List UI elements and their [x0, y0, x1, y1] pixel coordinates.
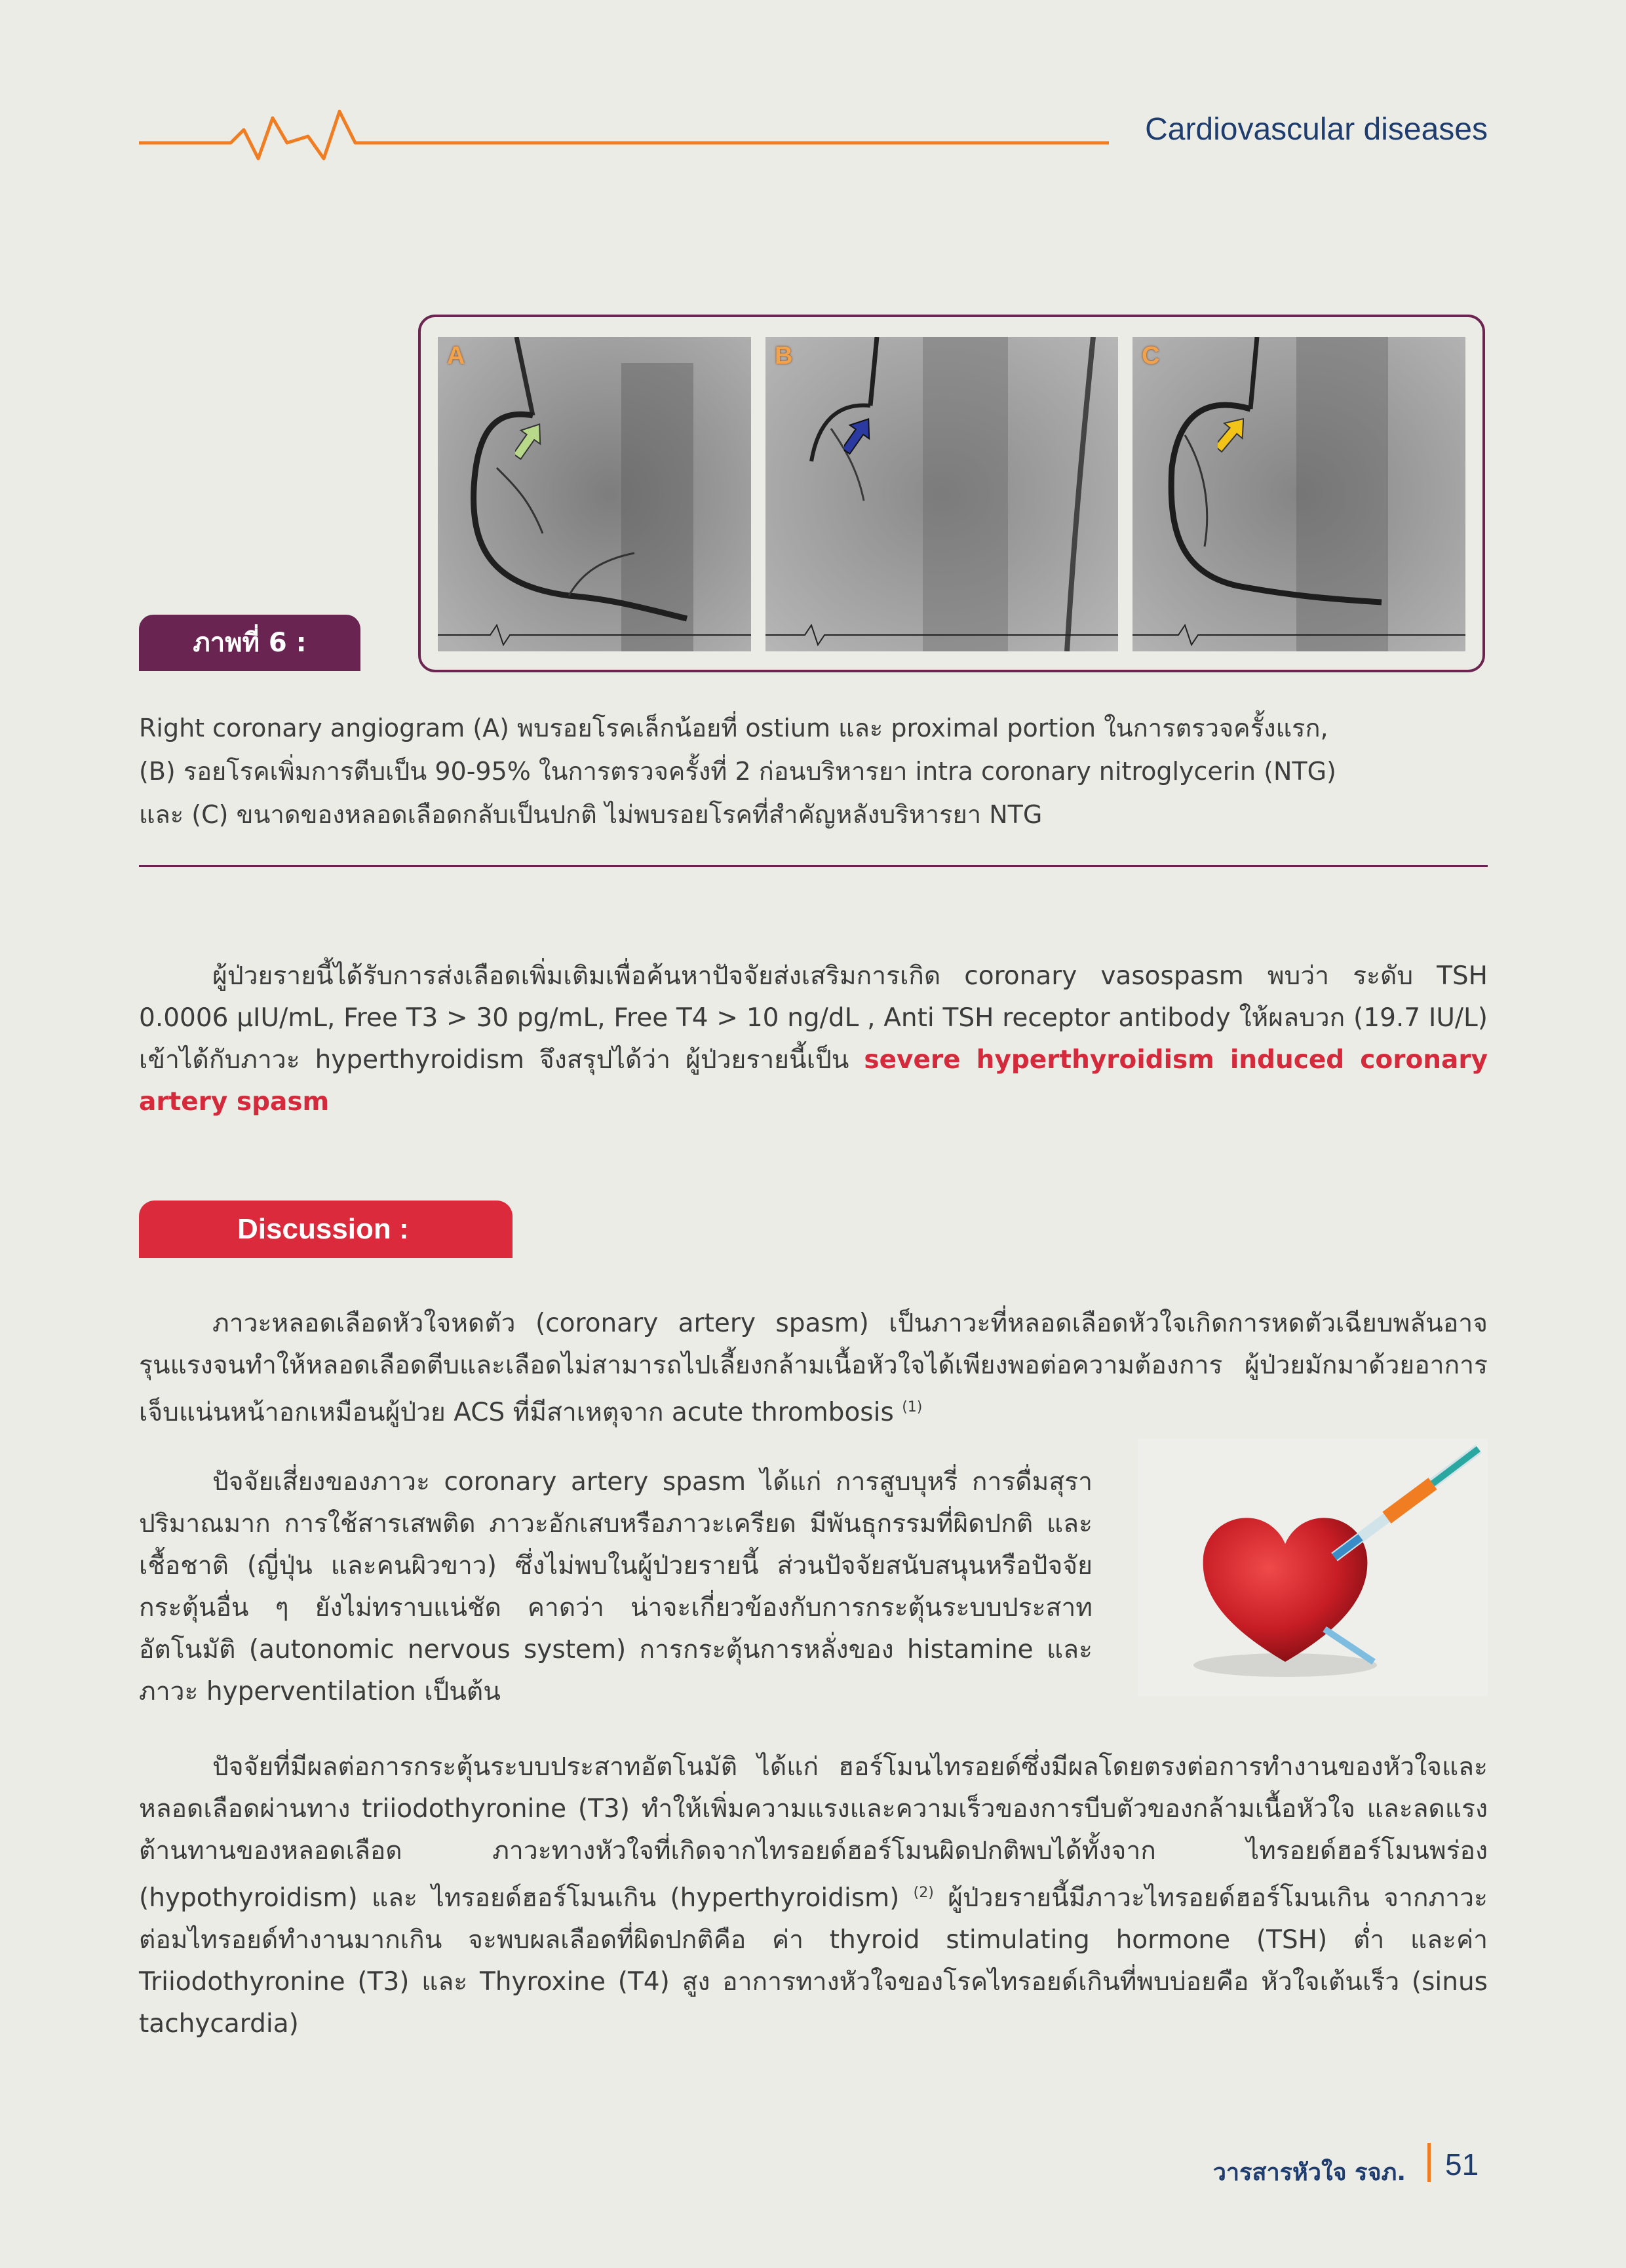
- figure-caption: [139, 706, 1488, 836]
- discussion-paragraph-1: [139, 1303, 1488, 1434]
- figure-label: ภาพที่ 6 :: [139, 615, 360, 671]
- caption-line: และ (C) ขนาดของหลอดเลือดกลับเป็นปกติ ไม่พบรอยโรคที่สำคัญหลังบริหารยา NTG: [139, 800, 1043, 829]
- case-conclusion: severe hyperthyroidism induced coronary artery spasm: [139, 1045, 1488, 1117]
- angiogram-panel-a: [438, 337, 751, 651]
- page-number: 51: [1445, 2147, 1479, 2182]
- paragraph-text: ผู้ป่วยรายนี้มีภาวะไทรอยด์ฮอร์โมนเกิน จากภาวะต่อมไทรอยด์ทำงานมากเกิน จะพบผลเลือดที่ผิดปกติคือ ค่า thyroid stimulating hormone (TSH) ต่ำ และค่า Triiodothyronine (T3) และ Thyroxine (T4) สูง อาการทางหัวใจของโรคไทรอยด์เกินที่พบบ่อยคือ หัวใจเต้นเร็ว (sinus tachycardia): [139, 1883, 1488, 2039]
- angiogram-panel-b: [765, 337, 1118, 651]
- reference-marker: (1): [902, 1399, 923, 1415]
- reference-marker: (2): [913, 1885, 934, 1901]
- panel-letter-b: B: [775, 342, 793, 370]
- paragraph-text: ปัจจัยที่มีผลต่อการกระตุ้นระบบประสาทอัตโนมัติ ได้แก่ ฮอร์โมนไทรอยด์ซึ่งมีผลโดยตรงต่อการทำงานของหัวใจและหลอดเลือดผ่านทาง triiodothyronine (T3) ทำให้เพิ่มความแรงและความเร็วของการบีบตัวของกล้ามเนื้อหัวใจ และลดแรงต้านทานของหลอดเลือด ภาวะทางหัวใจที่เกิดจากไทรอยด์ฮอร์โมนผิดปกติพบได้ทั้งจาก ไทรอยด์ฮอร์โมนพร่อง (hypothyroidism) และ ไทรอยด์ฮอร์โมนเกิน (hyperthyroidism): [139, 1752, 1488, 1913]
- arrow-icon: [844, 415, 870, 455]
- heart-syringe-image: [1138, 1439, 1488, 1696]
- divider: [139, 865, 1488, 867]
- figure-frame: [418, 315, 1485, 672]
- arrow-icon: [515, 421, 541, 460]
- discussion-paragraph-3: [139, 1746, 1488, 2045]
- arrow-icon: [1218, 414, 1244, 453]
- angiogram-panel-c: [1132, 337, 1465, 651]
- caption-line: Right coronary angiogram (A) พบรอยโรคเล็กน้อยที่ ostium และ proximal portion ในการตรวจครั้งแรก,: [139, 714, 1328, 742]
- paragraph-text: ปัจจัยเสี่ยงของภาวะ coronary artery spasm ได้แก่ การสูบบุหรี่ การดื่มสุราปริมาณมาก การใช้สารเสพติด ภาวะอักเสบหรือภาวะเครียด มีพันธุกรรมที่ผิดปกติ และเชื้อชาติ (ญี่ปุ่น และคนผิวขาว) ซึ่งไม่พบในผู้ป่วยรายนี้ ส่วนปัจจัยสนับสนุนหรือปัจจัยกระตุ้นอื่น ๆ ยังไม่ทราบแน่ชัด คาดว่า น่าจะเกี่ยวข้องกับการกระตุ้นระบบประสาทอัตโนมัติ (autonomic nervous system) การกระตุ้นการหลั่งของ histamine และภาวะ hyperventilation เป็นต้น: [139, 1467, 1093, 1706]
- discussion-paragraph-2: [139, 1461, 1093, 1713]
- panel-letter-a: A: [447, 342, 465, 370]
- case-paragraph: [139, 955, 1488, 1123]
- journal-name: วารสารหัวใจ รจภ.: [1212, 2159, 1406, 2186]
- paragraph-text: ภาวะหลอดเลือดหัวใจหดตัว (coronary artery spasm) เป็นภาวะที่หลอดเลือดหัวใจเกิดการหดตัวเฉียบพลันอาจรุนแรงจนทำให้หลอดเลือดตีบและเลือดไม่สามารถไปเลี้ยงกล้ามเนื้อหัวใจได้เพียงพอต่อความต้องการ ผู้ป่วยมักมาด้วยอาการเจ็บแน่นหน้าอกเหมือนผู้ป่วย ACS ที่มีสาเหตุจาก acute thrombosis: [139, 1309, 1488, 1427]
- discussion-heading: [139, 1201, 513, 1258]
- discussion-heading-label: Discussion :: [237, 1213, 409, 1245]
- panel-letter-c: C: [1142, 342, 1160, 370]
- caption-line: (B) รอยโรคเพิ่มการตีบเป็น 90-95% ในการตรวจครั้งที่ 2 ก่อนบริหารยา intra coronary nitroglycerin (NTG): [139, 757, 1336, 786]
- footer-divider: [1427, 2143, 1431, 2182]
- heartbeat-line-icon: [139, 98, 1109, 164]
- section-title: Cardiovascular diseases: [1145, 112, 1488, 147]
- case-text: ผู้ป่วยรายนี้ได้รับการส่งเลือดเพิ่มเติมเพื่อค้นหาปัจจัยส่งเสริมการเกิด coronary vasospasm พบว่า ระดับ TSH 0.0006 μIU/mL, Free T3 > 30 pg/mL, Free T4 > 10 ng/dL , Anti TSH receptor antibody ให้ผลบวก (19.7 IU/L) เข้าได้กับภาวะ hyperthyroidism จึงสรุปได้ว่า ผู้ป่วยรายนี้เป็น: [139, 961, 1488, 1075]
